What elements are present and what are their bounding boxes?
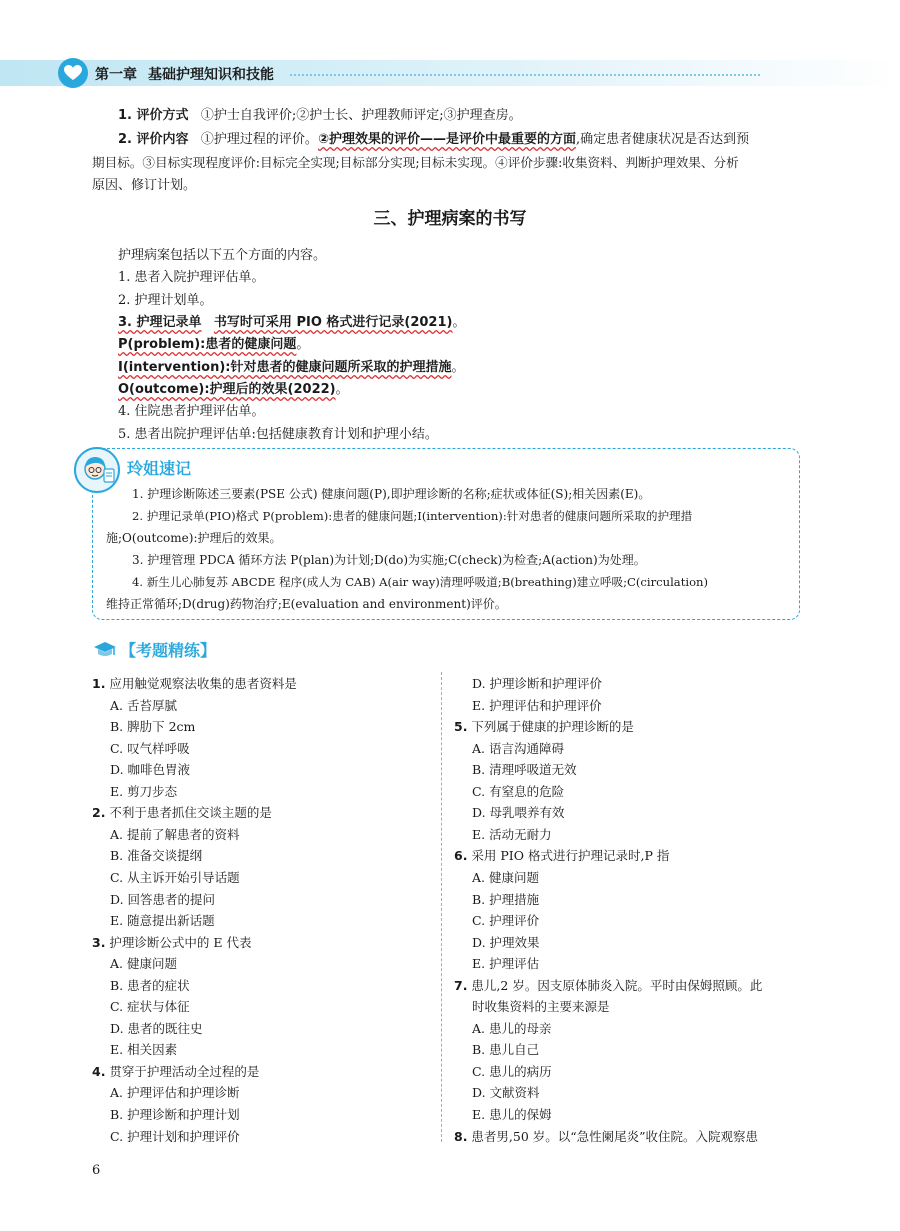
answer-option: A. 提前了解患者的资料 <box>110 826 240 842</box>
question-stem: 1. 应用触觉观察法收集的患者资料是 <box>92 676 297 691</box>
section-intro: 护理病案包括以下五个方面的内容。 <box>118 248 327 263</box>
question-number: 6. <box>454 848 468 864</box>
question-stem: 5. 下列属于健康的护理诊断的是 <box>454 719 634 735</box>
answer-option: D. 咖啡色胃液 <box>110 762 191 778</box>
record-item-1: 1. 患者入院护理评估单。 <box>118 270 265 285</box>
question-number: 8. <box>454 1128 468 1144</box>
answer-option: E. 相关因素 <box>110 1042 178 1058</box>
answer-option: C. 症状与体征 <box>110 999 190 1015</box>
nurse-avatar-icon <box>74 447 120 493</box>
answer-option: D. 患者的既往史 <box>110 1020 203 1036</box>
question-number: 1. <box>92 676 106 691</box>
answer-option: D. 护理诊断和护理评价 <box>472 676 603 691</box>
memo-line-3: 施;O(outcome):护理后的效果。 <box>106 531 282 545</box>
memo-line-6: 维持正常循环;D(drug)药物治疗;E(evaluation and environment)评价。 <box>106 597 507 611</box>
record-item-3: 3. 护理记录单 书写时可采用 PIO 格式进行记录(2021)。 <box>118 315 466 330</box>
chapter-title: 基础护理知识和技能 <box>148 67 274 83</box>
memo-line-1: 1. 护理诊断陈述三要素(PSE 公式) 健康问题(P),即护理诊断的名称;症状或体征(S);相关因素(E)。 <box>132 487 651 501</box>
answer-option: A. 护理评估和护理诊断 <box>110 1085 240 1101</box>
question-number: 4. <box>92 1063 106 1079</box>
question-stem: 6. 采用 PIO 格式进行护理记录时,P 指 <box>454 848 670 864</box>
answer-option: C. 有窒息的危险 <box>472 783 565 799</box>
pio-o-line: O(outcome):护理后的效果(2022)。 <box>118 382 349 397</box>
question-stem: 2. 不利于患者抓住交谈主题的是 <box>92 805 272 821</box>
answer-option: B. 护理措施 <box>472 891 540 907</box>
heart-logo-icon <box>58 58 88 88</box>
answer-option: E. 护理评估 <box>472 956 540 972</box>
record-item-3-text: 书写时可采用 PIO 格式进行记录(2021) <box>213 315 453 330</box>
page-number: 6 <box>92 1163 101 1178</box>
answer-option: C. 叹气样呼吸 <box>110 740 190 756</box>
pio-p-line: P(problem):患者的健康问题。 <box>118 337 310 352</box>
answer-option: A. 舌苔厚腻 <box>110 697 177 713</box>
column-divider <box>441 672 442 1142</box>
answer-option: E. 剪刀步态 <box>110 783 178 799</box>
chapter-label: 第一章 <box>95 67 137 83</box>
question-stem: 4. 贯穿于护理活动全过程的是 <box>92 1063 260 1079</box>
answer-option: E. 随意提出新话题 <box>110 913 215 929</box>
answer-option: A. 语言沟通障碍 <box>472 740 564 756</box>
eval-content-line3: 期目标。③目标实现程度评价:目标完全实现;目标部分实现;目标未实现。④评价步骤:收集资料、判断护理效果、分析 <box>92 155 739 170</box>
answer-option: 时收集资料的主要来源是 <box>472 999 610 1015</box>
eval-method-label: 1. 评价方式 <box>118 108 189 123</box>
eval-content-a: ①护理过程的评价。 <box>200 132 318 147</box>
answer-option: A. 健康问题 <box>472 869 539 885</box>
answer-option: C. 患儿的病历 <box>472 1063 552 1079</box>
answer-option: D. 母乳喂养有效 <box>472 805 565 821</box>
pio-i-line: I(intervention):针对患者的健康问题所采取的护理措施。 <box>118 360 465 375</box>
answer-option: B. 患者的症状 <box>110 977 190 993</box>
eval-method-line <box>118 105 522 127</box>
eval-content-line <box>118 129 749 151</box>
eval-content-c: ,确定患者健康状况是否达到预 <box>575 132 750 147</box>
answer-option: B. 患儿自己 <box>472 1042 540 1058</box>
answer-option: A. 健康问题 <box>110 956 177 972</box>
memo-line-5: 4. 新生儿心肺复苏 ABCDE 程序(成人为 CAB) A(air way)清理呼吸道;B(breathing)建立呼吸;C(circulation) <box>132 575 709 589</box>
practice-title: 【考题精练】 <box>120 641 217 660</box>
graduation-cap-icon <box>93 640 117 664</box>
answer-option: B. 准备交谈提纲 <box>110 848 203 864</box>
question-stem: 8. 患者男,50 岁。以“急性阑尾炎”收住院。入院观察患 <box>454 1128 759 1144</box>
memo-line-2: 2. 护理记录单(PIO)格式 P(problem):患者的健康问题;I(intervention):针对患者的健康问题所采取的护理措 <box>132 509 693 523</box>
answer-option: D. 回答患者的提问 <box>110 891 216 907</box>
question-number: 7. <box>454 977 468 993</box>
record-item-5: 5. 患者出院护理评估单:包括健康教育计划和护理小结。 <box>118 427 438 442</box>
answer-option: B. 护理诊断和护理计划 <box>110 1107 240 1122</box>
memo-title: 玲姐速记 <box>127 459 192 478</box>
question-number: 5. <box>454 719 468 735</box>
record-item-4: 4. 住院患者护理评估单。 <box>118 404 265 419</box>
answer-option: C. 护理计划和护理评价 <box>110 1128 240 1144</box>
section-title: 三、护理病案的书写 <box>373 209 527 229</box>
eval-content-key: ②护理效果的评价——是评价中最重要的方面 <box>317 132 576 147</box>
answer-option: E. 活动无耐力 <box>472 826 552 842</box>
eval-content-label: 2. 评价内容 <box>118 132 189 147</box>
answer-option: E. 护理评估和护理评价 <box>472 697 602 713</box>
answer-option: C. 护理评价 <box>472 913 540 929</box>
answer-option: D. 文献资料 <box>472 1085 540 1101</box>
eval-method-text: ①护士自我评价;②护士长、护理教师评定;③护理查房。 <box>200 108 522 123</box>
question-stem: 3. 护理诊断公式中的 E 代表 <box>92 934 252 950</box>
record-item-3-label: 3. 护理记录单 <box>118 315 202 330</box>
question-number: 3. <box>92 934 106 950</box>
answer-option: B. 清理呼吸道无效 <box>472 762 577 778</box>
answer-option: C. 从主诉开始引导话题 <box>110 869 240 885</box>
question-stem: 7. 患儿,2 岁。因支原体肺炎入院。平时由保姆照顾。此 <box>454 977 763 993</box>
answer-option: B. 脾肋下 2cm <box>110 719 196 735</box>
header-dotted-line <box>290 74 760 76</box>
memo-line-4: 3. 护理管理 PDCA 循环方法 P(plan)为计划;D(do)为实施;C(check)为检查;A(action)为处理。 <box>132 553 646 567</box>
page-header <box>0 56 900 88</box>
question-number: 2. <box>92 805 106 821</box>
eval-content-line4: 原因、修订计划。 <box>92 178 197 193</box>
answer-option: E. 患儿的保姆 <box>472 1107 552 1122</box>
record-item-2: 2. 护理计划单。 <box>118 293 213 308</box>
answer-option: D. 护理效果 <box>472 934 540 950</box>
answer-option: A. 患儿的母亲 <box>472 1020 552 1036</box>
